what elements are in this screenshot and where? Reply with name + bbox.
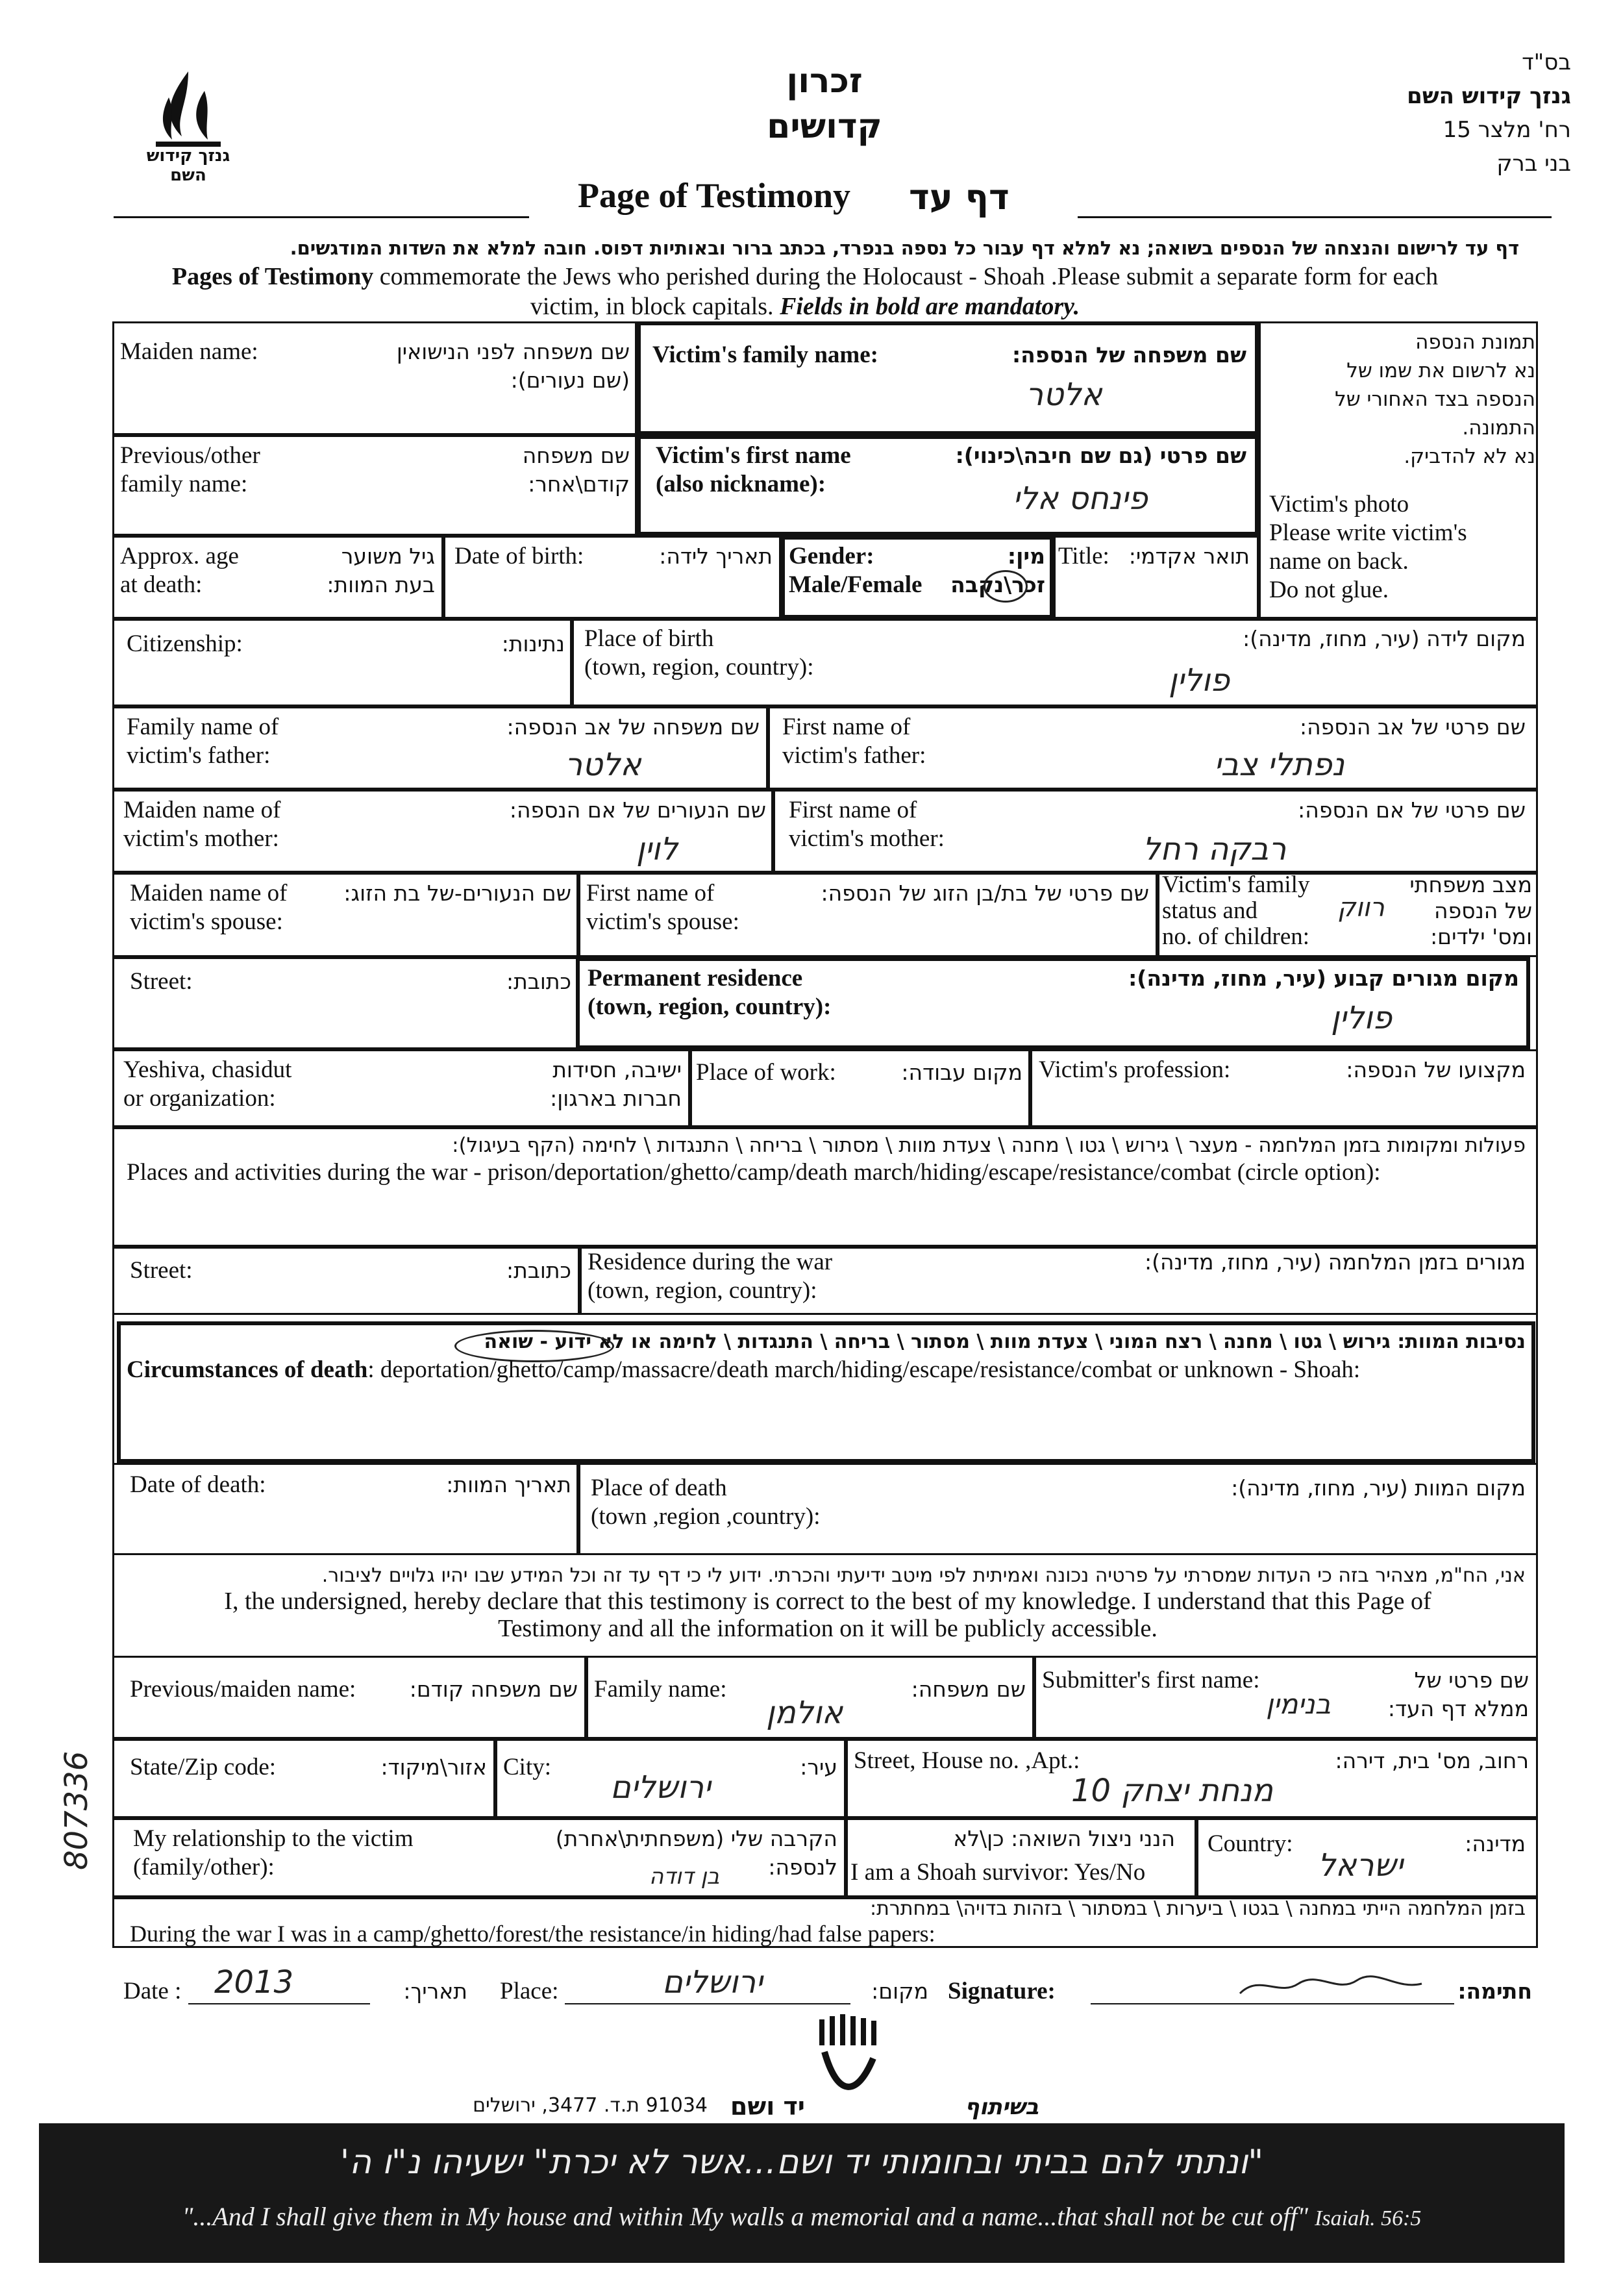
page-title-en: Page of Testimony bbox=[578, 176, 851, 215]
label-en: Circumstances of death: deportation/ghetto/camp/massacre/death march/hiding/escape/resistance/combat or unknown - Shoah: bbox=[127, 1356, 1361, 1383]
label-en: Maiden name: bbox=[120, 338, 258, 365]
label-he: שם משפחה של אב הנספה: bbox=[506, 714, 760, 740]
title-line: קדושים bbox=[767, 107, 882, 146]
label-he: מקום לידה (עיר, מחוז, מדינה): bbox=[1243, 626, 1526, 651]
intro-hebrew: דף עד לרישום והנצחה של הנספים בשואה; נא למלא דף עבור כל נספה בנפרד, בכתב ברור ובאותיות דפוס. חובה למלא את השדות המודגשים. bbox=[290, 237, 1519, 259]
label-he: נסיבות המוות: גירוש \ גטו \ מחנה \ רצח המוני \ צעדת מוות \ מסתור \ בריחה \ התנגדות \ לחימה או לא ידוע - שואה bbox=[484, 1330, 1526, 1353]
handwritten-value: לוין bbox=[636, 831, 678, 867]
partner-label: בשיתוף bbox=[964, 2094, 1039, 2120]
label-he: פעולות ומקומות בזמן המלחמה - מעצר \ גירוש \ גטו \ מחנה \ צעדת מוות \ מסתור \ בריחה \ התנגדות \ לחימה (הקף בעיגול): bbox=[452, 1134, 1526, 1157]
label-he: גיל משוער בעת המוות: bbox=[327, 543, 435, 597]
label-he: חתימה: bbox=[1457, 1978, 1532, 2004]
label-he: מצב משפחתי של הנספה ומס' ילדים: bbox=[1409, 872, 1532, 949]
handwritten-value: רבקה רחל bbox=[1143, 831, 1287, 867]
label-en: Family name: bbox=[594, 1676, 727, 1703]
footer-quote-en: "...And I shall give them in My house and within My walls a memorial and a name...that shall not be cut off" Isaiah. 56:5 bbox=[182, 2202, 1422, 2231]
label-en: Country: bbox=[1208, 1830, 1293, 1857]
handwritten-value: רווק bbox=[1337, 893, 1385, 923]
handwritten-value: אולמן bbox=[766, 1695, 843, 1731]
org-line: בני ברק bbox=[1496, 151, 1571, 177]
label-en: Approx. age at death: bbox=[120, 543, 239, 598]
label-he: רחוב, מס' בית, דירה: bbox=[1335, 1748, 1529, 1773]
label-he: שם פרטי (גם שם חיבה\כינוי): bbox=[955, 443, 1246, 468]
logo-text: גנזך קידוש השם bbox=[146, 146, 230, 185]
handwritten-value: פולין bbox=[1169, 662, 1230, 699]
label-he: שם משפחה של הנספה: bbox=[1011, 342, 1246, 368]
label-en: Victim's family status and no. of children: bbox=[1162, 871, 1310, 950]
label-en: First name of victim's father: bbox=[782, 714, 926, 769]
declaration-en: I, the undersigned, hereby declare that this testimony is correct to the best of my knowledge. I understand that this Page of Testimony and all the information on it will be publicly accessible. bbox=[224, 1588, 1431, 1642]
photo-box[interactable] bbox=[1259, 321, 1538, 619]
org-line: בס"ד bbox=[1522, 49, 1571, 75]
yad-vashem-logo-icon bbox=[811, 2013, 883, 2104]
intro-text: victim, in block capitals. bbox=[530, 293, 780, 320]
label-he: שם פרטי של אב הנספה: bbox=[1300, 714, 1526, 740]
label-en: During the war I was in a camp/ghetto/forest/the resistance/in hiding/had false papers: bbox=[130, 1921, 935, 1947]
signature-scribble-icon bbox=[1233, 1971, 1428, 2003]
page-title-he: דף עד bbox=[909, 177, 1009, 218]
label-he: מין: זכר\נקבה bbox=[950, 543, 1045, 597]
label-en: My relationship to the victim (family/other): bbox=[133, 1825, 414, 1880]
org-address bbox=[1182, 45, 1571, 181]
handwritten-value: אלטר bbox=[1026, 377, 1102, 413]
partner-address: 91034 ת.ד. 3477, ירושלים bbox=[473, 2094, 708, 2117]
label-he: שם משפחה קודם\אחר: bbox=[522, 443, 630, 497]
label-he: ישיבה, חסידות חברות בארגון: bbox=[550, 1057, 682, 1111]
label-en: City: bbox=[503, 1754, 552, 1780]
ganzach-logo bbox=[143, 65, 234, 188]
signature-line[interactable] bbox=[1091, 2003, 1454, 2004]
label-he: שם פרטי של ממלא דף העד: bbox=[1387, 1667, 1529, 1721]
label-en: I am a Shoah survivor: Yes/No bbox=[850, 1859, 1146, 1886]
handwritten-value: בן דודה bbox=[649, 1864, 720, 1890]
label-en: Gender: Male/Female bbox=[789, 543, 923, 598]
label-en: Place of death (town ,region ,country): bbox=[591, 1475, 821, 1530]
label-en: Places and activities during the war - prison/deportation/ghetto/camp/death march/hiding/escape/resistance/combat (circle option): bbox=[127, 1159, 1381, 1186]
intro-text: commemorate the Jews who perished during the Holocaust - Shoah .Please submit a separate form for each bbox=[373, 263, 1439, 290]
handwritten-value: 2013 bbox=[214, 1964, 294, 2001]
handwritten-value: ירושלים bbox=[662, 1964, 763, 2001]
label-he: הנני ניצול השואה: כן\לא bbox=[953, 1826, 1175, 1851]
label-he: כתובת: bbox=[506, 1258, 571, 1283]
handwritten-value: ישראל bbox=[1318, 1847, 1404, 1884]
label-en: Maiden name of victim's mother: bbox=[123, 797, 281, 852]
label-he: מקום מגורים קבוע (עיר, מחוז, מדינה): bbox=[1128, 966, 1519, 991]
label-he: תאריך לידה: bbox=[659, 543, 773, 569]
label-he: שם משפחה לפני הנישואין (שם נעורים): bbox=[396, 339, 630, 393]
title-zichron bbox=[740, 58, 909, 149]
label-en: Date of birth: bbox=[454, 543, 584, 569]
handwritten-value: בנימין bbox=[1266, 1688, 1331, 1720]
label-he: תואר אקדמי: bbox=[1128, 543, 1250, 569]
partner-name: יד ושם bbox=[730, 2092, 805, 2121]
date-line[interactable] bbox=[188, 2003, 370, 2004]
label-en: Street, House no. ,Apt.: bbox=[854, 1747, 1080, 1774]
label-en: Submitter's first name: bbox=[1042, 1667, 1260, 1693]
label-en: Place of work: bbox=[696, 1059, 836, 1086]
label-en: Street: bbox=[130, 1257, 193, 1284]
title-rule-left bbox=[114, 216, 529, 218]
label-he: מקום: bbox=[871, 1978, 928, 2004]
label-he: שם פרטי של אם הנספה: bbox=[1298, 797, 1526, 823]
label-en: Street: bbox=[130, 968, 193, 995]
label-he: הקרבה שלי (משפחתית\אחרת) לנספה: bbox=[555, 1826, 837, 1880]
photo-instructions: תמונת הנספה נא לרשום את שמו של הנספה בצד האחורי של התמונה. נא לא להדביק. Victim's photo Please write victim's name on back. Do not glue. bbox=[1269, 331, 1535, 603]
org-line: רח' מלצר 15 bbox=[1443, 117, 1571, 143]
handwritten-value: מנחת יצחק 10 bbox=[1071, 1773, 1273, 1809]
label-en: Maiden name of victim's spouse: bbox=[130, 880, 288, 935]
intro-bold: Pages of Testimony bbox=[171, 263, 374, 290]
label-en: First name of victim's spouse: bbox=[586, 880, 739, 935]
label-he: מקום עבודה: bbox=[901, 1060, 1022, 1085]
label-he: עיר: bbox=[800, 1754, 837, 1780]
label-he: אזור\מיקוד: bbox=[380, 1754, 487, 1780]
footer-banner bbox=[39, 2123, 1565, 2263]
label-en: Permanent residence (town, region, country): bbox=[588, 965, 832, 1020]
label-he: תאריך המוות: bbox=[446, 1472, 571, 1497]
handwritten-value: פולין bbox=[1331, 1000, 1393, 1036]
handwritten-value: אלטר bbox=[565, 747, 641, 783]
footer-quote-he: "ונתתי להם בביתי ובחומותי יד ושם...אשר לא יכרת" ישעיהו נ"ו ה' bbox=[340, 2143, 1264, 2182]
label-en: Place: bbox=[500, 1978, 559, 2004]
label-en: State/Zip code: bbox=[130, 1754, 277, 1780]
label-en: Signature: bbox=[948, 1978, 1056, 2004]
label-en: Victim's family name: bbox=[652, 342, 878, 368]
label-he: שם הנעורים של אם הנספה: bbox=[509, 797, 766, 823]
label-en: Previous/maiden name: bbox=[130, 1676, 356, 1703]
label-he: שם פרטי של בת/בן הזוג של הנספה: bbox=[821, 880, 1149, 906]
gender-circle-mark bbox=[984, 570, 1028, 603]
label-en: Victim's first name (also nickname): bbox=[656, 442, 851, 497]
label-en: Date : bbox=[123, 1978, 182, 2004]
label-en: Date of death: bbox=[130, 1471, 266, 1498]
label-he: מגורים בזמן המלחמה (עיר, מחוז, מדינה): bbox=[1144, 1249, 1526, 1275]
archive-number: 807336 bbox=[58, 1751, 95, 1870]
label-en: Place of birth (town, region, country): bbox=[584, 625, 814, 680]
label-he: מדינה: bbox=[1465, 1831, 1526, 1856]
label-en: Yeshiva, chasidut or organization: bbox=[123, 1056, 292, 1112]
label-en: Title: bbox=[1058, 543, 1109, 569]
label-he: מקצועו של הנספה: bbox=[1346, 1057, 1526, 1082]
place-line[interactable] bbox=[565, 2003, 850, 2004]
handwritten-value: פינחס אלי bbox=[1013, 480, 1148, 517]
label-en: Family name of victim's father: bbox=[127, 714, 279, 769]
label-he: תאריך: bbox=[403, 1978, 467, 2004]
label-en: Previous/other family name: bbox=[120, 442, 260, 497]
declaration-he: אני, הח"מ, מצהיר בזה כי העדות שמסרתי על פרטיה נכונה ואמיתית לפי מיטב ידיעתי והכרתי. ידוע לי כי דף עד זה וכל המידע שבו יהיו גלויים לציבור. bbox=[321, 1564, 1526, 1587]
label-he: שם משפחה: bbox=[911, 1677, 1026, 1702]
org-name: גנזך קידוש השם bbox=[1407, 83, 1571, 109]
label-he: נתינות: bbox=[501, 631, 565, 656]
label-he: שם משפחה קודם: bbox=[409, 1677, 578, 1702]
field-victim-family-name[interactable] bbox=[637, 321, 1259, 435]
label-he: בזמן המלחמה הייתי במחנה \ בגטו \ ביערות \ במסתור \ בזהות בדויה\ במחתרת: bbox=[870, 1897, 1526, 1920]
intro-mandatory-note: Fields in bold are mandatory. bbox=[780, 293, 1080, 320]
label-he: שם הנעורים-של בת הזוג: bbox=[343, 880, 571, 906]
label-en: Victim's profession: bbox=[1039, 1056, 1231, 1083]
label-en: Citizenship: bbox=[127, 630, 243, 657]
label-en: Residence during the war (town, region, country): bbox=[588, 1249, 833, 1304]
label-en: First name of victim's mother: bbox=[789, 797, 945, 852]
label-he: מקום המוות (עיר, מחוז, מדינה): bbox=[1231, 1475, 1526, 1501]
title-rule-right bbox=[1078, 216, 1552, 218]
handwritten-value: ירושלים bbox=[610, 1769, 711, 1806]
label-he: כתובת: bbox=[506, 969, 571, 994]
handwritten-value: נפתלי צבי bbox=[1214, 747, 1344, 783]
intro-english bbox=[39, 262, 1571, 321]
title-line: זכרון bbox=[786, 62, 863, 101]
